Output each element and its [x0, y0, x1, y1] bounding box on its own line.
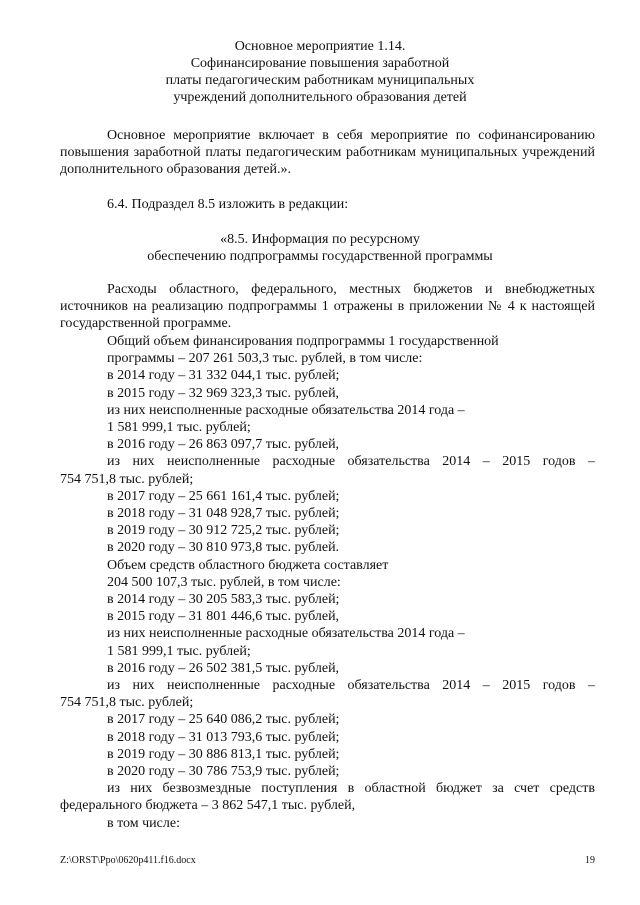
section-heading-line: Основное мероприятие 1.14. [234, 39, 406, 54]
funding-line: в 2015 году – 31 801 446,6 тыс. рублей, [107, 609, 340, 625]
funding-line: в 2014 году – 30 205 583,3 тыс. рублей; [107, 592, 340, 608]
funding-line: в том числе: [107, 815, 180, 831]
funding-line: из них безвозмездные поступления в областной бюджет за счет средств [107, 781, 595, 797]
section-heading-line: учреждений дополнительного образования детей [173, 90, 467, 105]
funding-line: федерального бюджета – 3 862 547,1 тыс. рублей, [60, 798, 356, 814]
intro-paragraph-text: Расходы областного, федерального, местных бюджетов и внебюджетных источников на реализацию подпрограммы 1 отражены в приложении № 4 к настоящей государственной программе. [60, 282, 595, 331]
funding-line: Объем средств областного бюджета составляет [107, 557, 389, 573]
section-heading-line: Софинансирование повышения заработной [190, 56, 450, 71]
subsection-heading-line: «8.5. Информация по ресурсному [220, 232, 420, 247]
funding-line: в 2017 году – 25 640 086,2 тыс. рублей; [107, 712, 340, 728]
funding-line: в 2018 году – 31 048 928,7 тыс. рублей; [107, 506, 340, 522]
funding-line: в 2016 году – 26 863 097,7 тыс. рублей, [107, 437, 340, 453]
funding-line: из них неисполненные расходные обязательства 2014 года – [107, 626, 465, 642]
funding-line: в 2016 году – 26 502 381,5 тыс. рублей, [107, 660, 340, 676]
funding-line: 1 581 999,1 тыс. рублей; [107, 420, 251, 436]
funding-line: в 2015 году – 32 969 323,3 тыс. рублей, [107, 385, 340, 401]
funding-line: 754 751,8 тыс. рублей; [60, 471, 194, 487]
funding-line: 754 751,8 тыс. рублей; [60, 695, 194, 711]
amendment-note-text: 6.4. Подраздел 8.5 изложить в редакции: [107, 197, 349, 212]
funding-line: 1 581 999,1 тыс. рублей; [107, 643, 251, 659]
funding-line: в 2017 году – 25 661 161,4 тыс. рублей; [107, 488, 340, 504]
subsection-heading [60, 231, 580, 265]
funding-line: Общий объем финансирования подпрограммы 1 государственной [107, 334, 499, 349]
intro-paragraph [60, 281, 595, 332]
subsection-heading-line: обеспечению подпрограммы государственной программы [147, 249, 493, 264]
funding-line: в 2018 году – 31 013 793,6 тыс. рублей; [107, 729, 340, 745]
section-body [60, 127, 595, 178]
funding-line: 204 500 107,3 тыс. рублей, в том числе: [107, 574, 341, 590]
funding-line: в 2014 году – 31 332 044,1 тыс. рублей; [107, 368, 340, 384]
funding-line: из них неисполненные расходные обязательства 2014 – 2015 годов – [107, 454, 595, 470]
funding-line: из них неисполненные расходные обязательства 2014 – 2015 годов – [107, 678, 595, 694]
funding-line: в 2019 году – 30 886 813,1 тыс. рублей; [107, 746, 340, 762]
funding-line: в 2020 году – 30 810 973,8 тыс. рублей. [107, 540, 340, 556]
funding-list [60, 333, 595, 832]
section-body-text: Основное мероприятие включает в себя мероприятие по софинансированию повышения заработной платы педагогическим работникам муниципальных учреждений дополнительного образования детей.». [60, 128, 595, 177]
footer-file-path: Z:\ORST\Ppo\0620p411.f16.docx [60, 855, 196, 866]
funding-line: в 2019 году – 30 912 725,2 тыс. рублей; [107, 523, 340, 539]
funding-line: в 2020 году – 30 786 753,9 тыс. рублей; [107, 764, 340, 780]
funding-line: программы – 207 261 503,3 тыс. рублей, в том числе: [107, 351, 423, 367]
section-heading [60, 38, 580, 106]
amendment-note [60, 196, 595, 213]
funding-line: из них неисполненные расходные обязательства 2014 года – [107, 402, 465, 418]
section-heading-line: платы педагогическим работникам муниципальных [165, 73, 475, 88]
footer-page-number: 19 [585, 855, 595, 866]
